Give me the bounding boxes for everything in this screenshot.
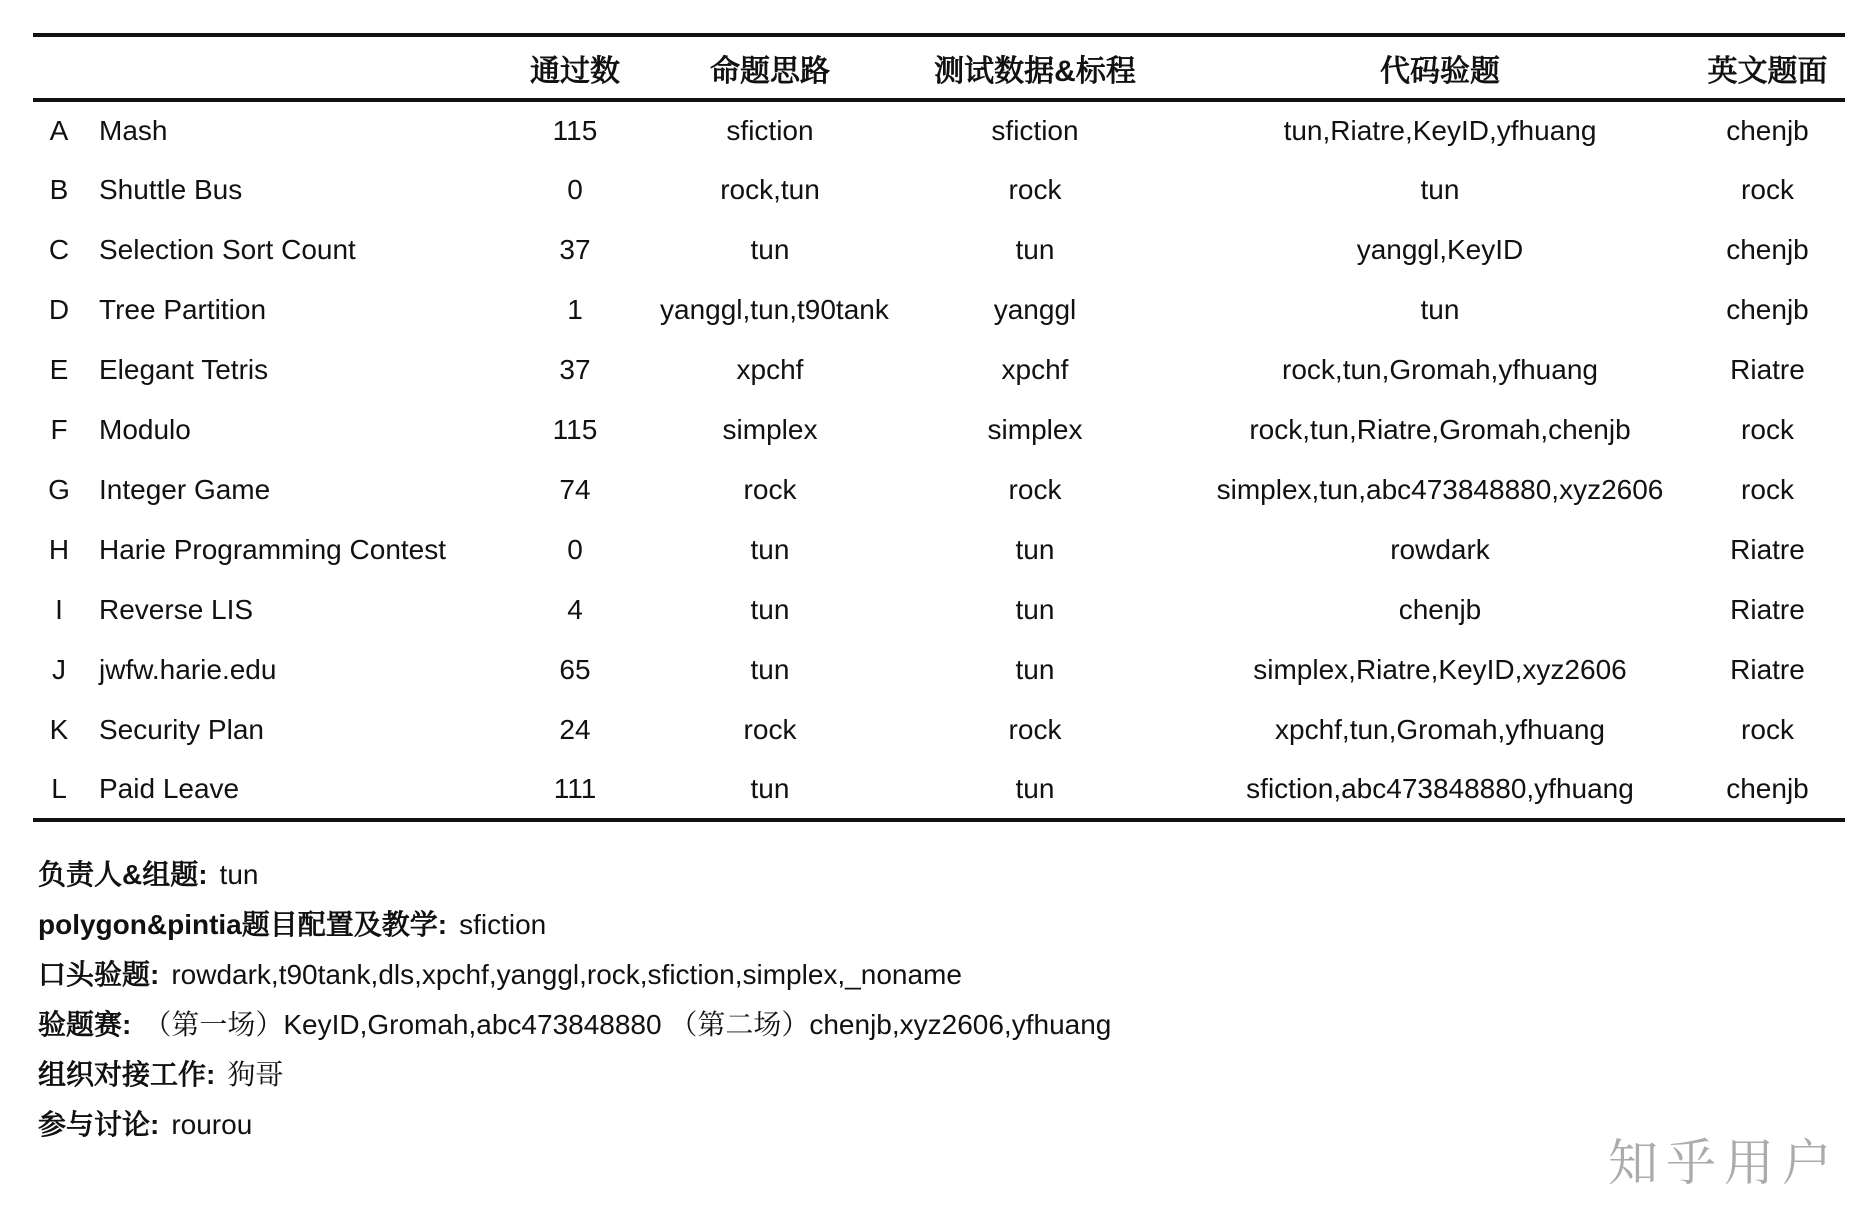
zhihu-user-watermark: 知乎用户 — [1608, 1135, 1840, 1191]
problem-letter: H — [48, 534, 70, 565]
code-verify-credit: yanggl,KeyID — [1356, 234, 1524, 265]
english-credit: chenjb — [1726, 773, 1809, 804]
table-row — [33, 340, 1845, 400]
english-credit: rock — [1741, 474, 1794, 505]
pass-count: 115 — [552, 115, 598, 146]
credits-table — [33, 33, 1845, 822]
table-row — [33, 400, 1845, 460]
english-credit: chenjb — [1726, 115, 1809, 146]
english-credit: Riatre — [1730, 354, 1805, 385]
english-credit: chenjb — [1726, 294, 1809, 325]
english-credit: rock — [1741, 714, 1794, 745]
problem-letter: K — [49, 714, 69, 745]
english-credit: Riatre — [1730, 654, 1805, 685]
table-row — [33, 520, 1845, 580]
testdata-credit: tun — [1015, 234, 1055, 265]
problem-letter: J — [52, 654, 66, 685]
problem-letter: F — [50, 414, 68, 445]
testdata-credit: rock — [1008, 474, 1062, 505]
testdata-credit: tun — [1015, 654, 1055, 685]
idea-credit: xpchf — [736, 354, 804, 385]
testdata-credit: rock — [1008, 174, 1062, 205]
idea-credit: tun — [750, 534, 790, 565]
idea-credit: simplex — [722, 414, 818, 445]
pass-count: 74 — [559, 474, 591, 505]
code-verify-credit: tun — [1420, 294, 1460, 325]
code-verify-credit: tun,Riatre,KeyID,yfhuang — [1283, 115, 1597, 146]
problem-letter: B — [49, 174, 69, 205]
problem-name: Shuttle Bus — [99, 174, 243, 205]
code-verify-credit: rock,tun,Gromah,yfhuang — [1282, 354, 1598, 385]
code-verify-credit: xpchf,tun,Gromah,yfhuang — [1275, 714, 1605, 745]
idea-credit: sfiction — [726, 115, 814, 146]
pass-count: 1 — [567, 294, 583, 325]
code-verify-credit: simplex,tun,abc473848880,xyz2606 — [1216, 474, 1664, 505]
testdata-credit: xpchf — [1001, 354, 1069, 385]
note-label: 验题赛: — [38, 1009, 132, 1040]
note-label: 负责人&组题: — [38, 859, 208, 890]
col-header-testdata: 测试数据&标程 — [934, 54, 1136, 88]
notes-section — [38, 850, 1868, 1150]
problem-name: Elegant Tetris — [99, 354, 269, 385]
table-row — [33, 460, 1845, 520]
problem-name: Modulo — [99, 414, 191, 445]
code-verify-credit: tun — [1420, 174, 1460, 205]
idea-credit: rock,tun — [720, 174, 820, 205]
note-value: rowdark,t90tank,dls,xpchf,yanggl,rock,sfiction,simplex,_noname — [171, 959, 962, 990]
pass-count: 111 — [553, 773, 597, 804]
table-row — [33, 100, 1845, 160]
testdata-credit: tun — [1015, 773, 1055, 804]
problem-name: Selection Sort Count — [99, 234, 356, 265]
testdata-credit: rock — [1008, 714, 1062, 745]
problem-letter: C — [48, 234, 70, 265]
note-line — [38, 1000, 1868, 1050]
col-header-idea: 命题思路 — [710, 54, 830, 88]
col-header-code-verify: 代码验题 — [1380, 54, 1500, 88]
note-value: 狗哥 — [227, 1059, 284, 1090]
note-value: sfiction — [459, 909, 547, 940]
problem-letter: I — [55, 594, 63, 625]
english-credit: Riatre — [1730, 594, 1805, 625]
table-row — [33, 580, 1845, 640]
testdata-credit: tun — [1015, 534, 1055, 565]
table-row — [33, 220, 1845, 280]
note-value: rourou — [171, 1109, 253, 1140]
col-header-english: 英文题面 — [1707, 54, 1828, 88]
testdata-credit: yanggl — [993, 294, 1077, 325]
pass-count: 0 — [567, 534, 583, 565]
english-credit: chenjb — [1726, 234, 1809, 265]
pass-count: 37 — [559, 234, 591, 265]
note-label: 组织对接工作: — [38, 1059, 216, 1090]
col-header-name — [85, 35, 490, 100]
english-credit: rock — [1741, 414, 1794, 445]
problem-name: Tree Partition — [99, 294, 267, 325]
problem-name: Mash — [99, 115, 168, 146]
pass-count: 24 — [559, 714, 591, 745]
table-body — [33, 100, 1845, 820]
problem-name: Paid Leave — [99, 773, 240, 804]
problem-letter: G — [48, 474, 70, 505]
pass-count: 4 — [567, 594, 583, 625]
table-row — [33, 760, 1845, 820]
note-label: 参与讨论: — [38, 1109, 160, 1140]
col-header-pass-count: 通过数 — [530, 54, 620, 88]
problem-name: Integer Game — [99, 474, 271, 505]
col-header-letter — [33, 35, 85, 100]
note-line — [38, 1050, 1868, 1100]
idea-credit: rock — [743, 474, 797, 505]
idea-credit: tun — [750, 654, 790, 685]
pass-count: 0 — [567, 174, 583, 205]
pass-count: 65 — [559, 654, 591, 685]
problem-name: jwfw.harie.edu — [99, 654, 277, 685]
problem-name: Security Plan — [99, 714, 264, 745]
table-row — [33, 160, 1845, 220]
code-verify-credit: rowdark — [1390, 534, 1490, 565]
idea-credit: yanggl,tun,t90tank — [660, 294, 889, 325]
idea-credit: tun — [750, 773, 790, 804]
pass-count: 115 — [552, 414, 598, 445]
idea-credit: tun — [750, 234, 790, 265]
note-line — [38, 1100, 1868, 1150]
table-row — [33, 640, 1845, 700]
pass-count: 37 — [559, 354, 591, 385]
idea-credit: tun — [750, 594, 790, 625]
note-line — [38, 900, 1868, 950]
problem-letter: L — [51, 773, 67, 804]
note-label: 口头验题: — [38, 959, 160, 990]
problem-name: Harie Programming Contest — [99, 534, 447, 565]
note-value: （第一场）KeyID,Gromah,abc473848880 （第二场）chenjb,xyz2606,yfhuang — [143, 1009, 1112, 1040]
idea-credit: rock — [743, 714, 797, 745]
note-line — [38, 850, 1868, 900]
note-line — [38, 950, 1868, 1000]
english-credit: rock — [1741, 174, 1794, 205]
code-verify-credit: rock,tun,Riatre,Gromah,chenjb — [1249, 414, 1631, 445]
problem-letter: D — [48, 294, 70, 325]
testdata-credit: sfiction — [991, 115, 1079, 146]
problem-name: Reverse LIS — [99, 594, 254, 625]
problem-letter: A — [49, 115, 69, 146]
code-verify-credit: chenjb — [1398, 594, 1482, 625]
table-row — [33, 700, 1845, 760]
table-row — [33, 280, 1845, 340]
note-value: tun — [219, 859, 259, 890]
testdata-credit: tun — [1015, 594, 1055, 625]
code-verify-credit: sfiction,abc473848880,yfhuang — [1246, 773, 1634, 804]
problem-letter: E — [49, 354, 69, 385]
english-credit: Riatre — [1730, 534, 1805, 565]
note-label: polygon&pintia题目配置及教学: — [38, 909, 448, 940]
code-verify-credit: simplex,Riatre,KeyID,xyz2606 — [1253, 654, 1627, 685]
testdata-credit: simplex — [987, 414, 1083, 445]
header-row — [33, 35, 1845, 100]
